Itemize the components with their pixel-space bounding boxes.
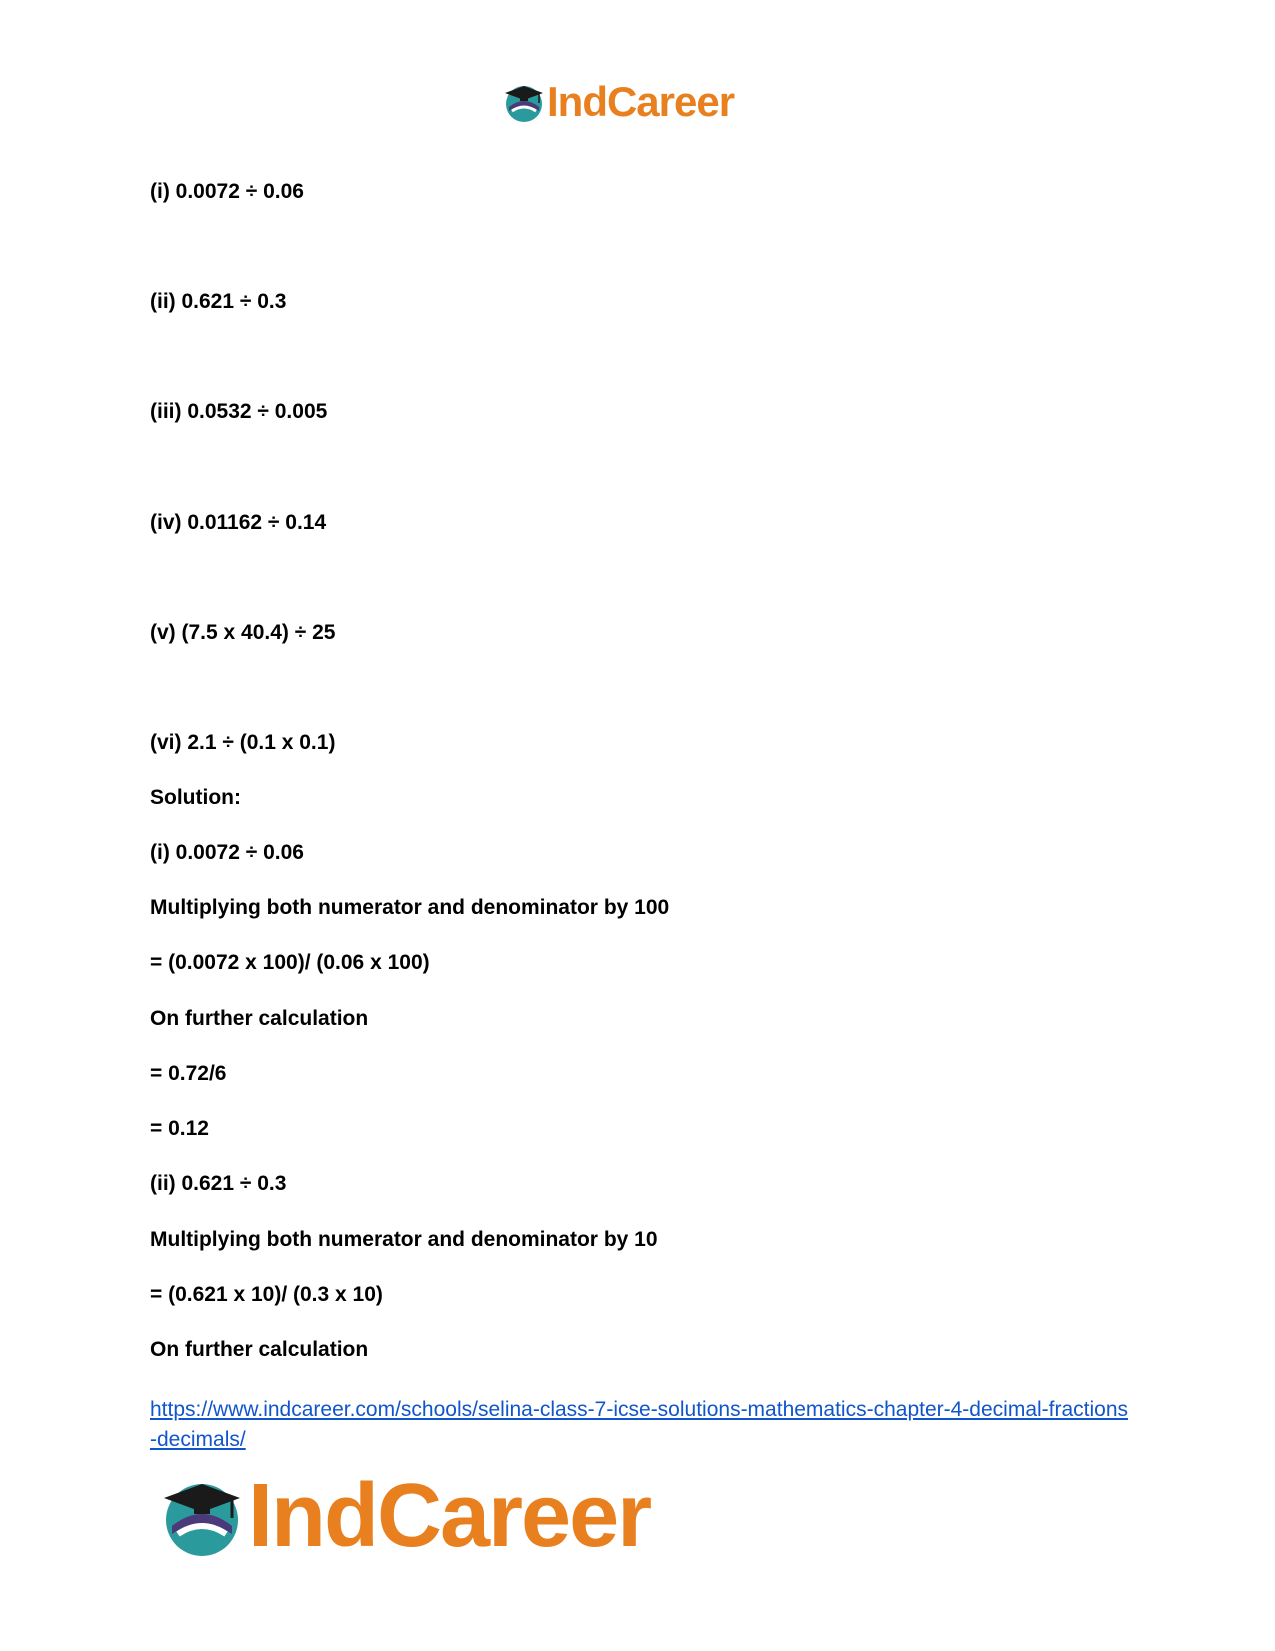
source-link[interactable]: https://www.indcareer.com/schools/selina-class-7-icse-solutions-mathematics-chapter-4-decimal-fractions-decimals/: [150, 1398, 1129, 1451]
solution-line: (ii) 0.621 ÷ 0.3: [150, 1172, 287, 1195]
brand-name: IndCareer: [248, 1465, 651, 1566]
solution-line: On further calculation: [150, 1007, 369, 1030]
question-5: (v) (7.5 x 40.4) ÷ 25: [150, 621, 336, 644]
question-1: (i) 0.0072 ÷ 0.06: [150, 180, 304, 203]
graduation-cap-globe-icon: [160, 1474, 244, 1558]
solution-line: (i) 0.0072 ÷ 0.06: [150, 841, 304, 864]
solution-line: On further calculation: [150, 1338, 369, 1361]
question-2: (ii) 0.621 ÷ 0.3: [150, 290, 287, 313]
solution-heading: Solution:: [150, 786, 241, 809]
solution-line: Multiplying both numerator and denominator by 100: [150, 896, 670, 919]
solution-line: = 0.72/6: [150, 1062, 227, 1085]
solution-line: = 0.12: [150, 1117, 209, 1140]
graduation-cap-globe-icon: [503, 81, 545, 123]
header-logo: [503, 78, 734, 126]
question-3: (iii) 0.0532 ÷ 0.005: [150, 400, 328, 423]
question-6: (vi) 2.1 ÷ (0.1 x 0.1): [150, 731, 336, 754]
solution-line: = (0.0072 x 100)/ (0.06 x 100): [150, 951, 430, 974]
footer-logo: [160, 1466, 650, 1566]
solution-line: Multiplying both numerator and denominator by 10: [150, 1228, 658, 1251]
brand-name: IndCareer: [547, 78, 735, 125]
solution-line: = (0.621 x 10)/ (0.3 x 10): [150, 1283, 383, 1306]
question-4: (iv) 0.01162 ÷ 0.14: [150, 511, 327, 534]
